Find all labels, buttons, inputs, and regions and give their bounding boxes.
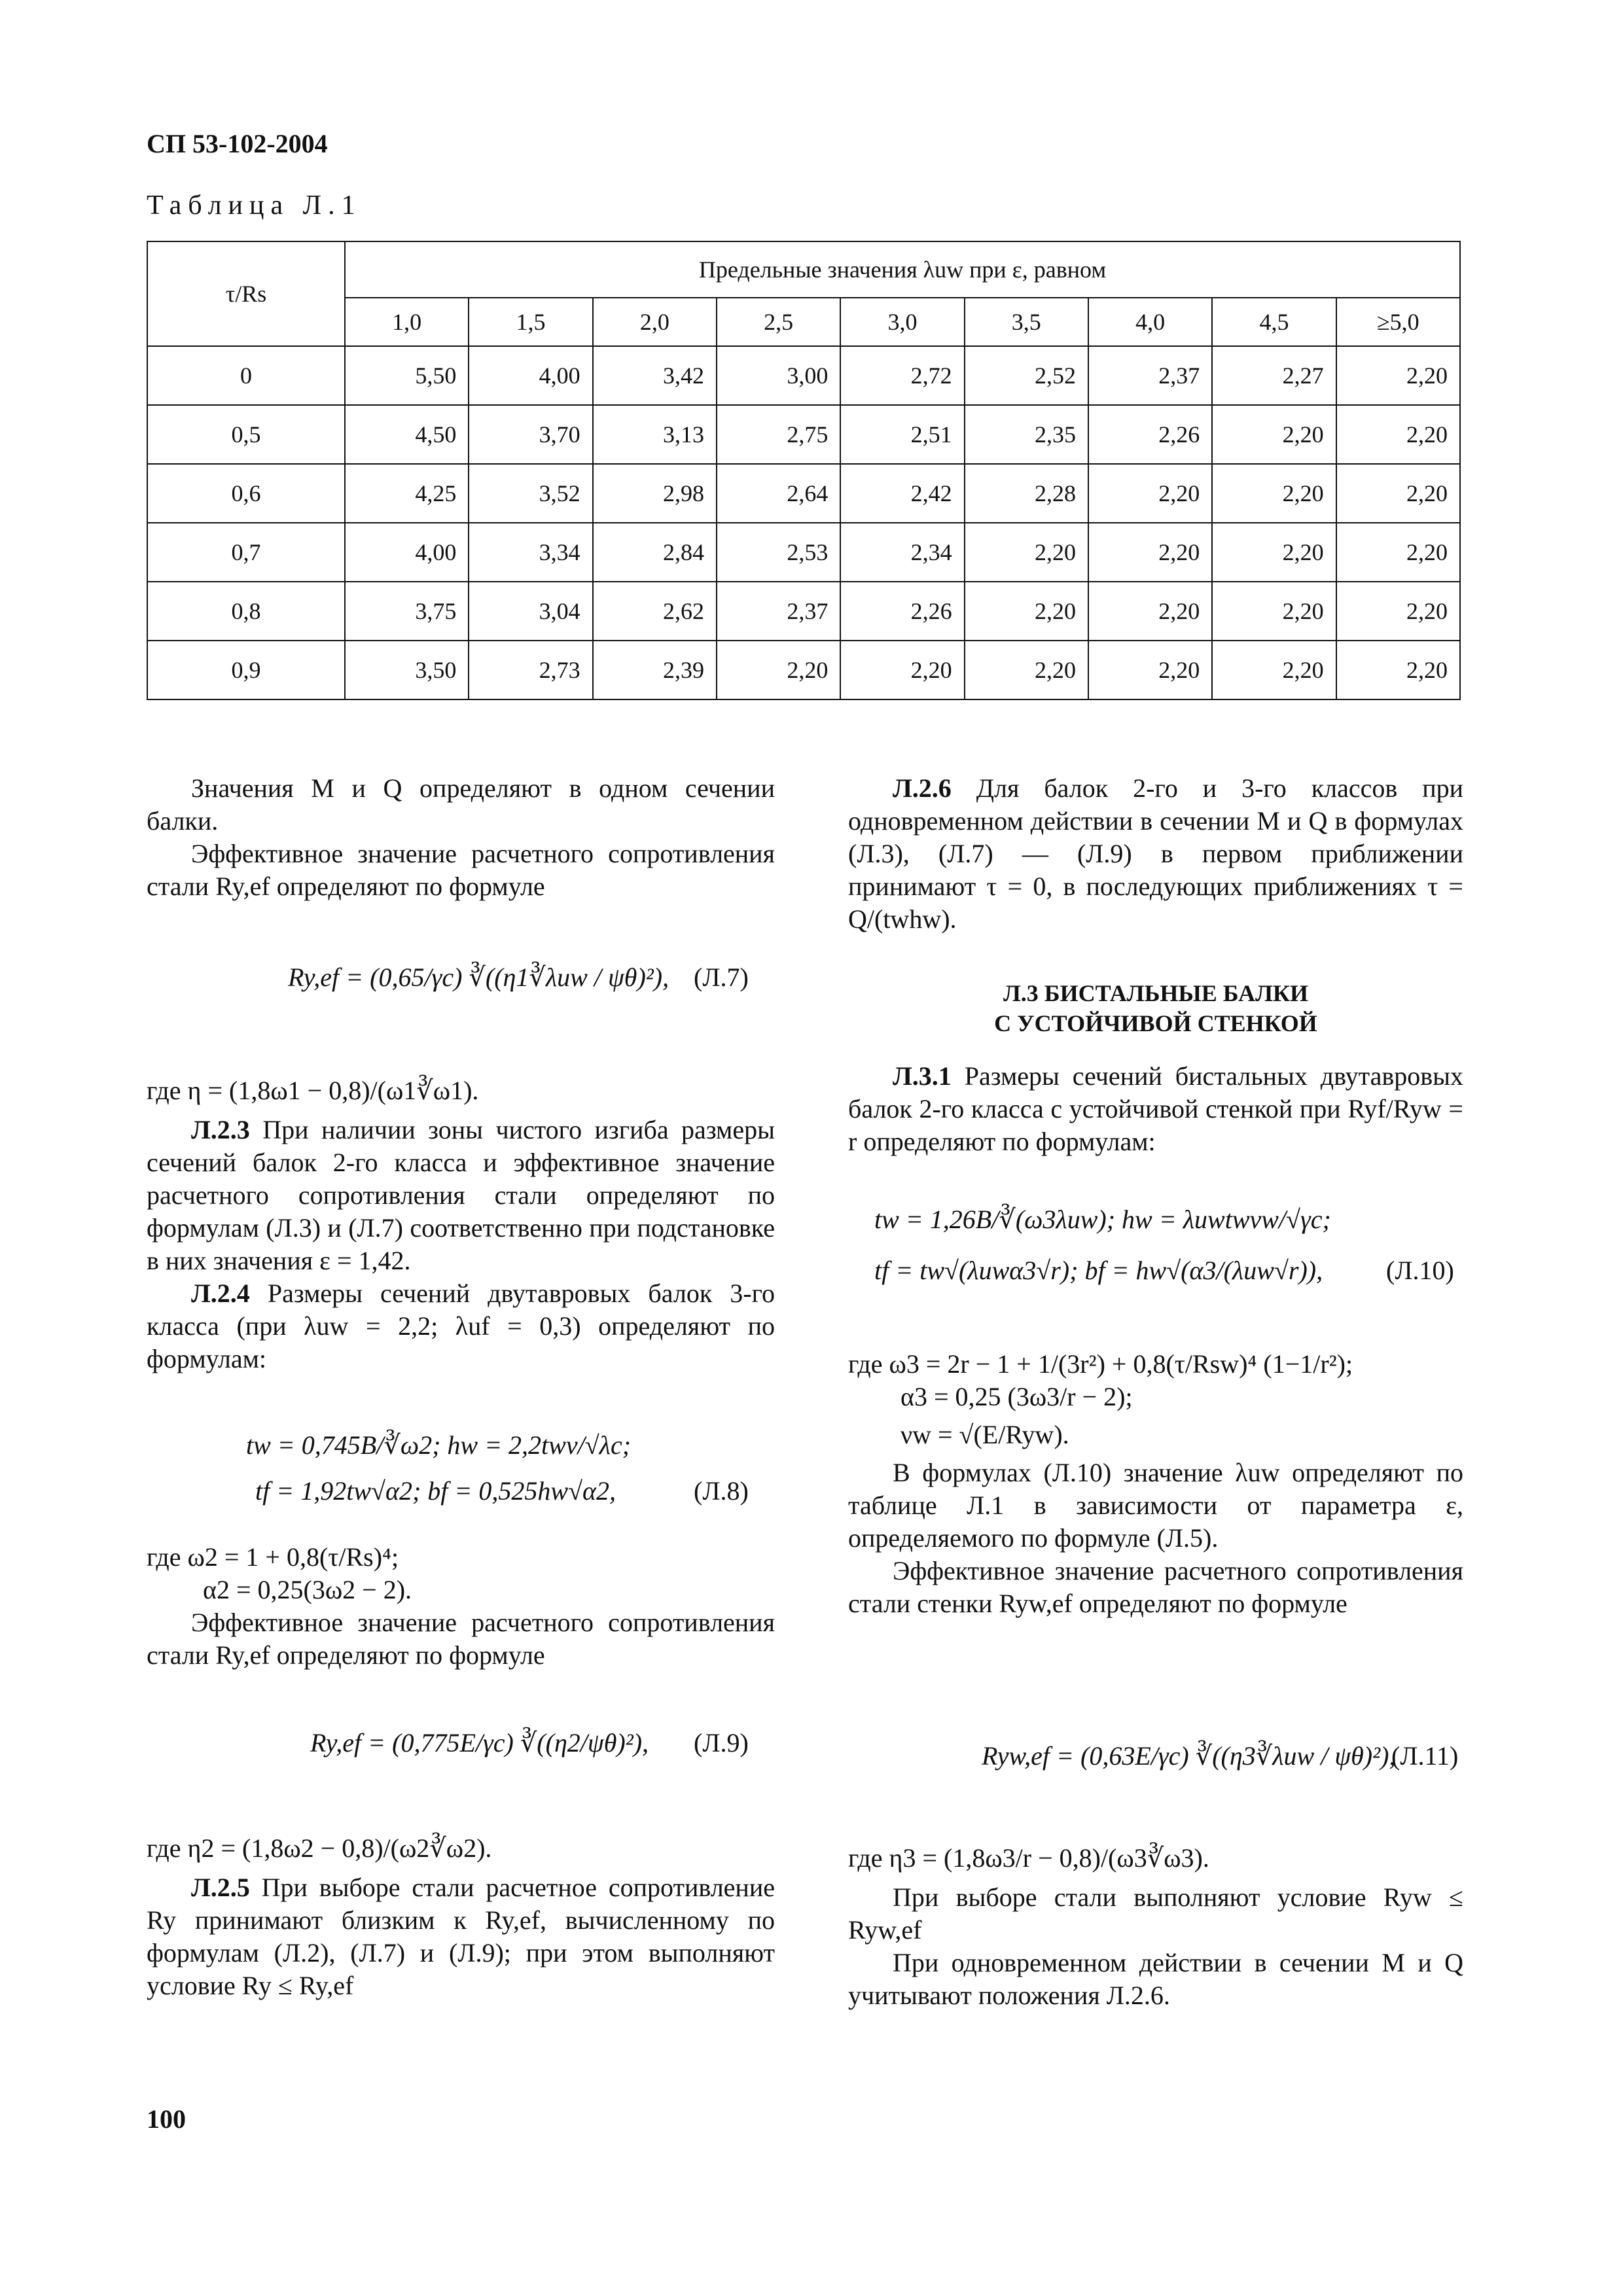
table-cell: 2,35 [965, 405, 1088, 464]
table-row [147, 582, 1460, 641]
table-cell: 2,20 [1212, 523, 1336, 582]
table-cell: 2,20 [1212, 582, 1336, 641]
table-cell: 5,50 [345, 346, 469, 405]
table-cell: 2,75 [717, 405, 840, 464]
table-caption: Таблица Л.1 [147, 190, 362, 221]
table-cell: 2,64 [717, 464, 840, 523]
table-cell: 2,98 [593, 464, 717, 523]
paragraph: При выборе стали выполняют условие Ryw ≤ Ryw,ef [848, 1882, 1463, 1945]
formula-explanation: α2 = 0,25(3ω2 − 2). [203, 1575, 412, 1604]
table-cell: 2,27 [1212, 346, 1336, 405]
table-cell: 2,52 [965, 346, 1088, 405]
formula-l7: Ry,ef = (0,65/γc) ∛((η1∛λuw / ψθ)²), [288, 963, 669, 992]
table-cell: 2,20 [1088, 641, 1212, 699]
table-cell: 2,20 [1336, 405, 1460, 464]
table-cell: 4,00 [345, 523, 469, 582]
table-cell: 2,26 [840, 582, 964, 641]
document-code: СП 53-102-2004 [147, 129, 328, 158]
table-row-label: 0,5 [147, 405, 345, 464]
table-column-header: 2,5 [717, 298, 840, 346]
left-column [147, 772, 775, 903]
left-column-3 [147, 1541, 775, 1672]
table-cell: 2,20 [1212, 464, 1336, 523]
formula-explanation: α3 = 0,25 (3ω3/r − 2); [901, 1382, 1133, 1411]
table-cell: 2,20 [965, 641, 1088, 699]
table-row-label: 0,8 [147, 582, 345, 641]
table-cell: 2,37 [1088, 346, 1212, 405]
table-column-header: 3,0 [840, 298, 964, 346]
table-cell: 2,34 [840, 523, 964, 582]
table-cell: 3,34 [469, 523, 592, 582]
table-group-header: Предельные значения λuw при ε, равном [345, 241, 1460, 298]
table-cell: 2,26 [1088, 405, 1212, 464]
table-cell: 4,25 [345, 464, 469, 523]
paragraph: Эффективное значение расчетного сопротивления стали Ry,ef определяют по формуле [147, 839, 775, 901]
table-column-header: 1,5 [469, 298, 592, 346]
paragraph: Эффективное значение расчетного сопротивления стали стенки Ryw,ef определяют по формуле [848, 1556, 1463, 1618]
clause-number: Л.2.5 [191, 1873, 250, 1902]
table-cell: 3,42 [593, 346, 717, 405]
formula-number: (Л.7) [694, 963, 749, 992]
table-cell: 3,52 [469, 464, 592, 523]
table-column-header: 4,5 [1212, 298, 1336, 346]
table-row [147, 641, 1460, 699]
clause-text: При наличии зоны чистого изгиба размеры сечений балок 2-го класса и эффективное значение расчетного сопротивления стали определяют по формулам (Л.3) и (Л.7) соответственно при подстановке в них значения ε = 1,42. [147, 1115, 775, 1275]
table-row [147, 346, 1460, 405]
formula-l11: Ryw,ef = (0,63E/γc) ∛((η3∛λuw / ψθ)²), [982, 1741, 1396, 1771]
table-cell: 3,50 [345, 641, 469, 699]
formula-explanation: где ω2 = 1 + 0,8(τ/Rs)⁴; [147, 1542, 399, 1572]
table-cell: 2,20 [1336, 641, 1460, 699]
paragraph: В формулах (Л.10) значение λuw определяют по таблице Л.1 в зависимости от параметра ε, определяемого по формуле (Л.5). [848, 1458, 1463, 1553]
table-cell: 3,70 [469, 405, 592, 464]
clause-text: Размеры сечений бистальных двутавровых балок 2-го класса с устойчивой стенкой при Ryf/Ryw = r определяют по формулам: [848, 1061, 1464, 1156]
formula-number: (Л.11) [1391, 1741, 1459, 1771]
clause-number: Л.2.6 [893, 773, 952, 803]
table-column-header: 2,0 [593, 298, 717, 346]
table-cell: 3,04 [469, 582, 592, 641]
table-row-label: 0,9 [147, 641, 345, 699]
table-row-label: 0 [147, 346, 345, 405]
formula-explanation: где η2 = (1,8ω2 − 0,8)/(ω2∛ω2). [147, 1833, 492, 1863]
table-cell: 2,20 [1088, 523, 1212, 582]
section-title-line: Л.3 БИСТАЛЬНЫЕ БАЛКИ [1003, 980, 1309, 1006]
table-corner-header: τ/Rs [147, 241, 345, 346]
table-cell: 2,20 [717, 641, 840, 699]
clause-text: Для балок 2-го и 3-го классов при одновременном действии в сечении M и Q в формулах (Л.3), (Л.7) — (Л.9) в первом приближении принимают τ = 0, в последующих приближениях τ = Q/(twhw). [848, 773, 1464, 934]
table-cell: 2,84 [593, 523, 717, 582]
formula-l8-line2: tf = 1,92tw√α2; bf = 0,525hw√α2, [255, 1476, 616, 1506]
table-cell: 3,00 [717, 346, 840, 405]
clause-number: Л.2.4 [191, 1279, 250, 1308]
formula-number: (Л.10) [1386, 1256, 1454, 1285]
clause-text: При выборе стали расчетное сопротивление Ry принимают близким к Ry,ef, вычисленному по формулам (Л.2), (Л.7) и (Л.9); при этом выполняют условие Ry ≤ Ry,ef [147, 1873, 775, 2000]
table-column-header: 4,0 [1088, 298, 1212, 346]
paragraph: Значения M и Q определяют в одном сечении балки. [147, 773, 775, 836]
formula-number: (Л.9) [694, 1728, 749, 1757]
table-cell: 2,62 [593, 582, 717, 641]
formula-explanation: где ω3 = 2r − 1 + 1/(3r²) + 0,8(τ/Rsw)⁴ (1−1/r²); [848, 1349, 1353, 1379]
right-column [848, 772, 1463, 936]
table-column-header: 3,5 [965, 298, 1088, 346]
formula-l8-line1: tw = 0,745B/∛ω2; hw = 2,2twν/√λc; [246, 1430, 632, 1460]
table-row [147, 464, 1460, 523]
formula-explanation: где η3 = (1,8ω3/r − 0,8)/(ω3∛ω3). [848, 1843, 1209, 1873]
table-row-label: 0,7 [147, 523, 345, 582]
section-title-line: С УСТОЙЧИВОЙ СТЕНКОЙ [994, 1010, 1317, 1036]
table-cell: 3,75 [345, 582, 469, 641]
table-row [147, 405, 1460, 464]
paragraph: Эффективное значение расчетного сопротивления стали Ry,ef определяют по формуле [147, 1608, 775, 1670]
formula-l10-line2: tf = tw√(λuwα3√r); bf = hw√(α3/(λuw√r)), [874, 1256, 1323, 1285]
right-column-2 [848, 1060, 1463, 1158]
page-number: 100 [147, 2104, 186, 2134]
table-cell: 2,20 [965, 582, 1088, 641]
table-cell: 4,00 [469, 346, 592, 405]
table-row [147, 523, 1460, 582]
table-cell: 2,73 [469, 641, 592, 699]
clause-number: Л.3.1 [893, 1061, 952, 1091]
table-cell: 2,20 [1088, 582, 1212, 641]
table-cell: 2,20 [1212, 641, 1336, 699]
formula-l9: Ry,ef = (0,775E/γc) ∛((η2/ψθ)²), [310, 1728, 649, 1757]
table-row-label: 0,6 [147, 464, 345, 523]
section-title [848, 978, 1463, 1038]
table-cell: 2,39 [593, 641, 717, 699]
table-cell: 3,13 [593, 405, 717, 464]
table-cell: 2,20 [1336, 523, 1460, 582]
table-cell: 2,20 [1336, 346, 1460, 405]
table-cell: 4,50 [345, 405, 469, 464]
table-cell: 2,37 [717, 582, 840, 641]
paragraph: При одновременном действии в сечении M и Q учитывают положения Л.2.6. [848, 1948, 1463, 2010]
table-cell: 2,42 [840, 464, 964, 523]
right-column-4 [848, 1842, 1463, 2012]
limit-values-table [147, 241, 1461, 700]
table-column-header: 1,0 [345, 298, 469, 346]
left-column-4 [147, 1832, 775, 2002]
formula-explanation: νw = √(E/Ryw). [901, 1420, 1069, 1449]
table-cell: 2,20 [1088, 464, 1212, 523]
table-column-header: ≥5,0 [1336, 298, 1460, 346]
table-cell: 2,51 [840, 405, 964, 464]
table-cell: 2,20 [1336, 582, 1460, 641]
table-cell: 2,53 [717, 523, 840, 582]
table-cell: 2,20 [965, 523, 1088, 582]
formula-l10-line1: tw = 1,26B/∛(ω3λuw); hw = λuwtwνw/√γc; [874, 1205, 1331, 1234]
right-column-3 [848, 1348, 1463, 1620]
table-cell: 2,72 [840, 346, 964, 405]
formula-explanation: где η = (1,8ω1 − 0,8)/(ω1∛ω1). [147, 1076, 479, 1105]
table-cell: 2,20 [840, 641, 964, 699]
clause-number: Л.2.3 [191, 1115, 250, 1144]
table-cell: 2,20 [1336, 464, 1460, 523]
table-cell: 2,28 [965, 464, 1088, 523]
table-cell: 2,20 [1212, 405, 1336, 464]
formula-number: (Л.8) [694, 1476, 749, 1506]
left-column-2 [147, 1074, 775, 1375]
clause-text: Размеры сечений двутавровых балок 3-го класса (при λuw = 2,2; λuf = 0,3) определяют по формулам: [147, 1279, 776, 1373]
